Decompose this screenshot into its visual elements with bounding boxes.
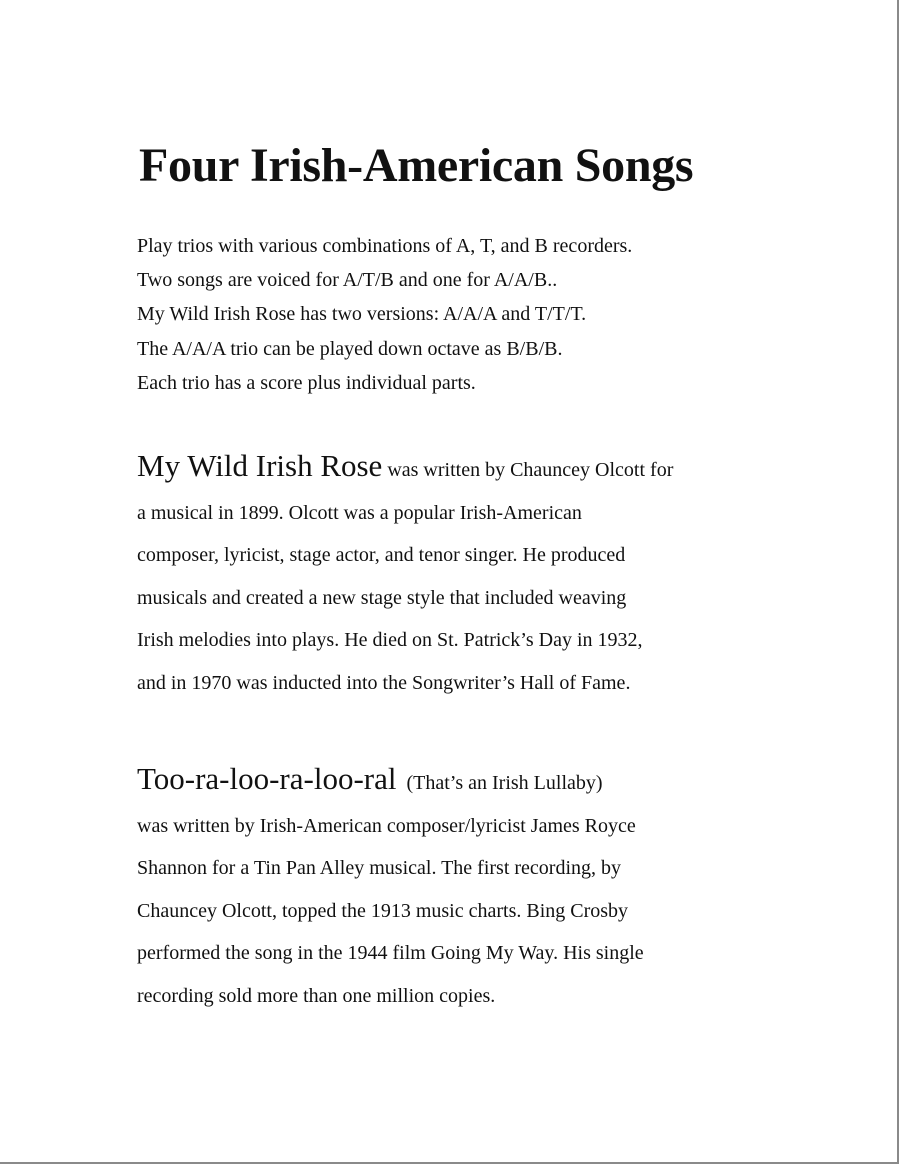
- song-text-line: composer, lyricist, stage actor, and tenor singer. He produced: [137, 544, 626, 566]
- page-title: Four Irish-American Songs: [139, 139, 694, 192]
- song-section-too-ra-loo-ra-loo-ral: [137, 758, 644, 1017]
- song-text: was written by Chauncey Olcott for: [382, 459, 674, 481]
- song-text-line: a musical in 1899. Olcott was a popular Irish-American: [137, 501, 582, 524]
- song-text-line: was written by Irish-American composer/lyricist James Royce: [137, 814, 636, 837]
- song-text-line: musicals and created a new stage style that included weaving: [137, 586, 627, 609]
- song-text-line: recording sold more than one million copies.: [137, 984, 496, 1007]
- song-heading-line: [137, 445, 673, 492]
- song-section-wild-irish-rose: [137, 445, 673, 704]
- song-text-line: Chauncey Olcott, topped the 1913 music charts. Bing Crosby: [137, 899, 629, 922]
- song-subtitle: (That’s an Irish Lullaby): [406, 772, 603, 794]
- intro-line: Each trio has a score plus individual parts.: [137, 371, 476, 394]
- song-title: Too-ra-loo-ra-loo-ral: [137, 761, 397, 796]
- intro-paragraph: [137, 229, 632, 400]
- song-text-line: Irish melodies into plays. He died on St. Patrick’s Day in 1932,: [137, 629, 643, 651]
- song-text-line: and in 1970 was inducted into the Songwriter’s Hall of Fame.: [137, 671, 631, 694]
- song-heading-line: [137, 758, 644, 805]
- intro-line: My Wild Irish Rose has two versions: A/A/A and T/T/T.: [137, 303, 587, 326]
- intro-line: Two songs are voiced for A/T/B and one for A/A/B..: [137, 269, 558, 292]
- song-text-line: Shannon for a Tin Pan Alley musical. The first recording, by: [137, 857, 622, 879]
- song-title: My Wild Irish Rose: [137, 448, 383, 483]
- intro-line: Play trios with various combinations of A, T, and B recorders.: [137, 235, 633, 257]
- intro-line: The A/A/A trio can be played down octave as B/B/B.: [137, 337, 563, 360]
- song-text-line: performed the song in the 1944 film Going My Way. His single: [137, 942, 644, 964]
